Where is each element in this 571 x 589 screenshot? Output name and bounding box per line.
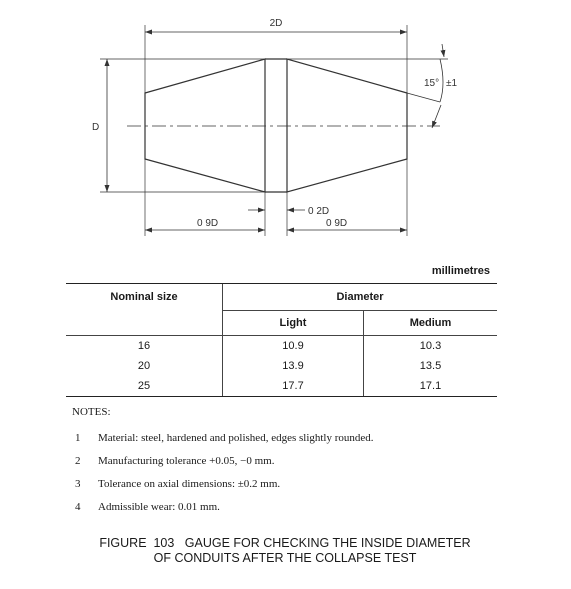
cell-light: 17.7	[223, 376, 364, 397]
cell-medium: 10.3	[364, 336, 498, 357]
table-row	[66, 336, 497, 357]
cell-light: 10.9	[223, 336, 364, 357]
cell-size: 16	[66, 336, 223, 357]
note-text: Admissible wear: 0.01 mm.	[98, 501, 220, 513]
figure-caption	[40, 536, 530, 566]
cell-light: 13.9	[223, 356, 364, 376]
header-light: Light	[223, 311, 364, 336]
extension-lines	[100, 25, 448, 236]
header-diameter: Diameter	[223, 284, 498, 311]
table-row	[66, 356, 497, 376]
note-item	[72, 455, 522, 478]
label-right-length: 0 9D	[326, 218, 348, 229]
gauge-drawing	[0, 0, 571, 250]
note-item	[72, 478, 522, 501]
note-number: 4	[75, 501, 81, 513]
cell-medium: 13.5	[364, 356, 498, 376]
cell-size: 25	[66, 376, 223, 397]
diameter-table	[66, 283, 497, 397]
note-text: Tolerance on axial dimensions: ±0.2 mm.	[98, 478, 281, 490]
notes-section	[72, 406, 522, 524]
label-left-length: 0 9D	[197, 218, 219, 229]
label-d: D	[92, 122, 100, 133]
note-number: 2	[75, 455, 81, 467]
note-item	[72, 432, 522, 455]
gauge-outline	[145, 59, 407, 192]
note-number: 1	[75, 432, 81, 444]
note-text: Manufacturing tolerance +0.05, −0 mm.	[98, 455, 275, 467]
note-number: 3	[75, 478, 81, 490]
note-item	[72, 501, 522, 524]
label-center-width: 0 2D	[308, 206, 330, 217]
label-angle-tolerance: ±1	[446, 78, 458, 89]
label-angle: 15°	[424, 78, 440, 89]
caption-line-1: FIGURE 103 GAUGE FOR CHECKING THE INSIDE DIAMETER	[99, 536, 471, 550]
header-nominal-size: Nominal size	[66, 284, 223, 311]
cell-size: 20	[137, 360, 151, 372]
unit-label: millimetres	[431, 265, 490, 277]
notes-title: NOTES:	[72, 406, 111, 418]
caption-line-2: OF CONDUITS AFTER THE COLLAPSE TEST	[153, 551, 417, 565]
note-text: Material: steel, hardened and polished, edges slightly rounded.	[98, 432, 374, 444]
header-medium: Medium	[364, 311, 498, 336]
cell-medium: 17.1	[364, 376, 498, 397]
label-2d: 2D	[269, 18, 283, 29]
table-row	[66, 376, 497, 397]
